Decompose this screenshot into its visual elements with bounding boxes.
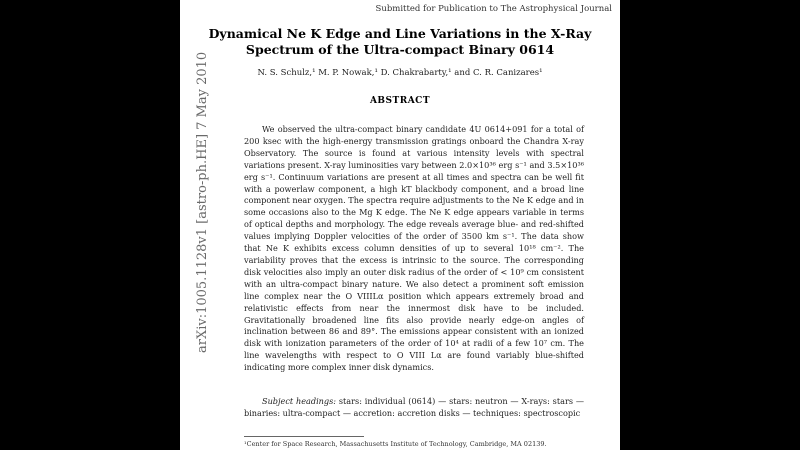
paper-page (180, 0, 620, 450)
affiliation-footnote: ¹Center for Space Research, Massachusetts Institute of Technology, Cambridge, MA 02139. (244, 440, 547, 448)
title-line-2: Spectrum of the Ultra-compact Binary 0614 (245, 42, 555, 57)
title-line-1: Dynamical Ne K Edge and Line Variations in the X-Ray (208, 26, 592, 41)
author-list: N. S. Schulz,¹ M. P. Nowak,¹ D. Chakrabarty,¹ and C. R. Canizares¹ (257, 68, 543, 78)
abstract-heading: ABSTRACT (369, 96, 431, 106)
subject-headings-label: Subject headings: (262, 396, 337, 406)
subject-headings (244, 396, 584, 420)
arxiv-identifier: arXiv:1005.1128v1 [astro-ph.HE] 7 May 2010 (195, 51, 210, 353)
subject-headings-text: stars: individual (0614) — stars: neutron — X-rays: stars — binaries: ultra-compact — accretion: accretion disks — techniques: spectroscopic (244, 396, 584, 418)
footnote-rule (244, 436, 364, 437)
abstract-body: We observed the ultra-compact binary candidate 4U 0614+091 for a total of 200 ksec with the high-energy transmission gratings onboard the Chandra X-ray Observatory. The source is found at various intensity levels with spectral variations present. X-ray luminosities vary between 2.0×10³⁶ erg s⁻¹ and 3.5×10³⁶ erg s⁻¹. Continuum variations are present at all times and spectra can be well fit with a powerlaw component, a high kT blackbody component, and a broad line component near oxygen. The spectra require adjustments to the Ne K edge and in some occasions also to the Mg K edge. The Ne K edge appears variable in terms of optical depths and morphology. The edge reveals average blue- and red-shifted values implying Doppler velocities of the order of 3500 km s⁻¹. The data show that Ne K exhibits excess column densities of up to several 10¹⁸ cm⁻². The variability proves that the excess is intrinsic to the source. The corresponding disk velocities also imply an outer disk radius of the order of < 10⁹ cm consistent with an ultra-compact binary nature. We also detect a prominent soft emission line complex near the O VIIILα position which appears extremely broad and relativistic effects from near the innermost disk have to be included. Gravitationally broadened line fits also provide nearly edge-on angles of inclination between 86 and 89°. The emissions appear consistent with an ionized disk with ionization parameters of the order of 10⁴ at radii of a few 10⁷ cm. The line wavelengths with respect to O VIII Lα are found variably blue-shifted indicating more complex inner disk dynamics. (244, 124, 584, 373)
submission-note: Submitted for Publication to The Astrophysical Journal (375, 4, 612, 14)
paper-title (180, 26, 620, 58)
